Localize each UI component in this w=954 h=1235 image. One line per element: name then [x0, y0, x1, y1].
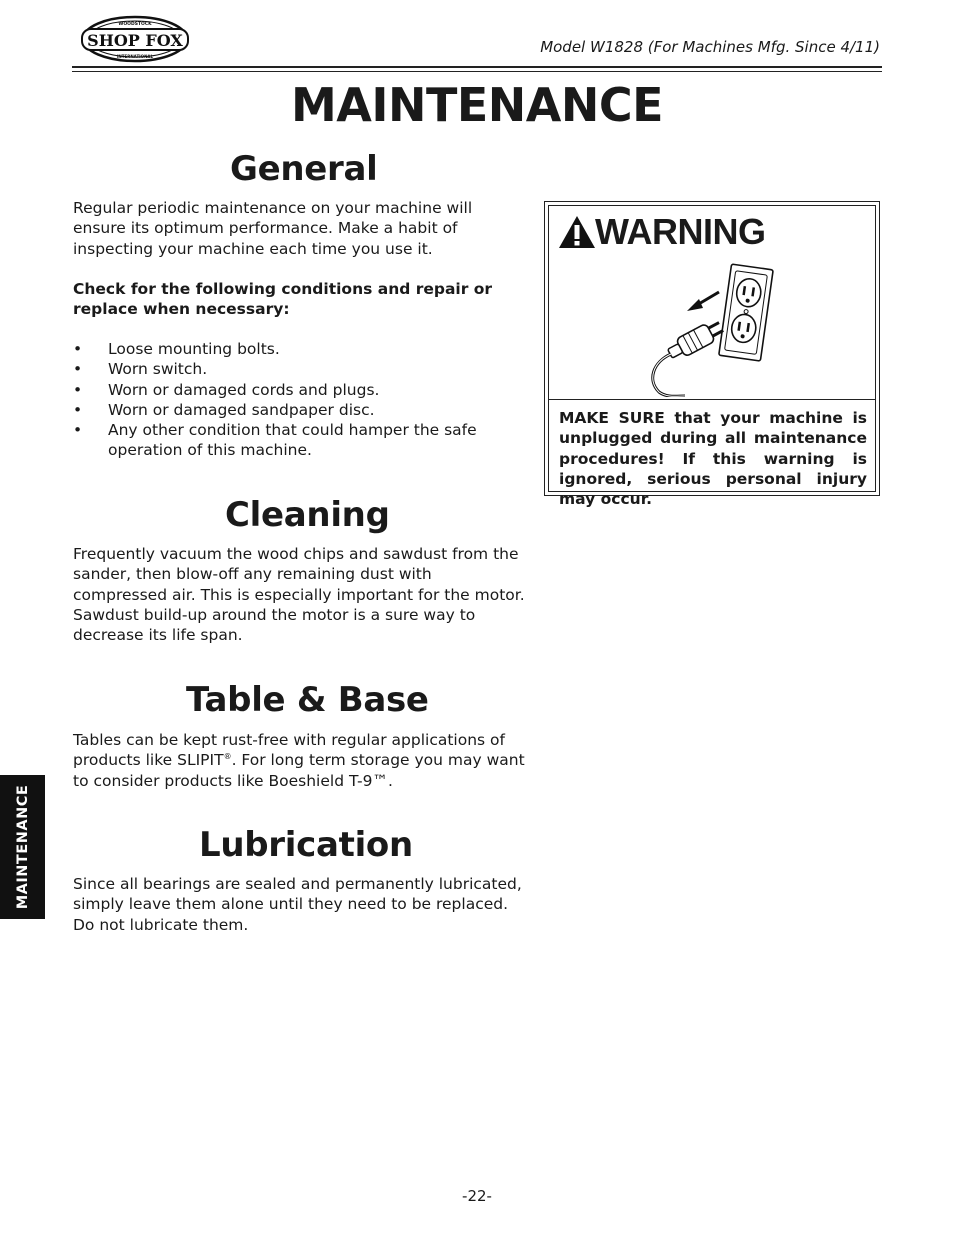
list-item: • Worn or damaged cords and plugs.	[73, 380, 380, 399]
header-rule-thin	[72, 71, 882, 72]
cleaning-body: Frequently vacuum the wood chips and sawdust from the sander, then blow-off any remaining dust with compressed air. This is especially important for the motor. Sawdust build-up around the motor is a sure way to decrease its life span.	[73, 545, 525, 645]
heading-table-base: Table & Base	[186, 680, 429, 720]
model-line: Model W1828 (For Machines Mfg. Since 4/11)	[540, 38, 880, 56]
side-tab-label: MAINTENANCE	[14, 784, 31, 910]
list-item: • Worn or damaged sandpaper disc.	[73, 400, 375, 419]
bullet: •	[73, 360, 83, 379]
heading-cleaning: Cleaning	[225, 495, 390, 535]
bullet: •	[73, 380, 83, 399]
section-side-tab	[0, 775, 45, 919]
bullet: •	[73, 340, 83, 358]
warning-box	[544, 201, 880, 509]
page-title: MAINTENANCE	[290, 78, 664, 132]
heading-lubrication: Lubrication	[199, 825, 413, 865]
bullet: •	[73, 421, 83, 440]
list-item: • Loose mounting bolts.	[73, 340, 280, 358]
logo-arc-bottom: INTERNATIONAL	[116, 54, 154, 59]
list-item: • Any other condition that could hamper the safe operation of this machine.	[73, 421, 477, 460]
page-number: -22-	[462, 1187, 492, 1205]
bullet: •	[73, 400, 83, 419]
warning-image-area	[549, 206, 875, 400]
list-item: • Worn switch.	[73, 360, 208, 379]
logo-text: SHOP FOX	[87, 31, 183, 50]
warning-triangle-icon	[557, 214, 597, 250]
header-rule	[72, 66, 882, 68]
shop-fox-logo	[80, 14, 190, 64]
registered-mark: ®	[223, 752, 232, 762]
maintenance-checklist	[73, 339, 525, 461]
warning-label: WARNING	[595, 211, 766, 252]
general-intro: Regular periodic maintenance on your machine will ensure its optimum performance. Make a habit of inspecting your machine each time you use it.	[73, 199, 473, 258]
warning-message: MAKE SURE that your machine is unplugged during all maintenance procedures! If this warning is ignored, serious personal injury may occur.	[559, 409, 867, 509]
unplug-cord-icon	[647, 262, 777, 397]
heading-general: General	[230, 149, 378, 189]
general-check-line: Check for the following conditions and repair or replace when necessary:	[73, 280, 493, 319]
table-base-body: Tables can be kept rust-free with regular applications of products like SLIPIT®. For long term storage you may want to consider products like Boeshield T-9™.	[73, 731, 525, 790]
logo-arc-top: WOODSTOCK	[118, 22, 152, 27]
lubrication-body: Since all bearings are sealed and permanently lubricated, simply leave them alone until they need to be replaced. Do not lubricate them.	[73, 875, 522, 934]
